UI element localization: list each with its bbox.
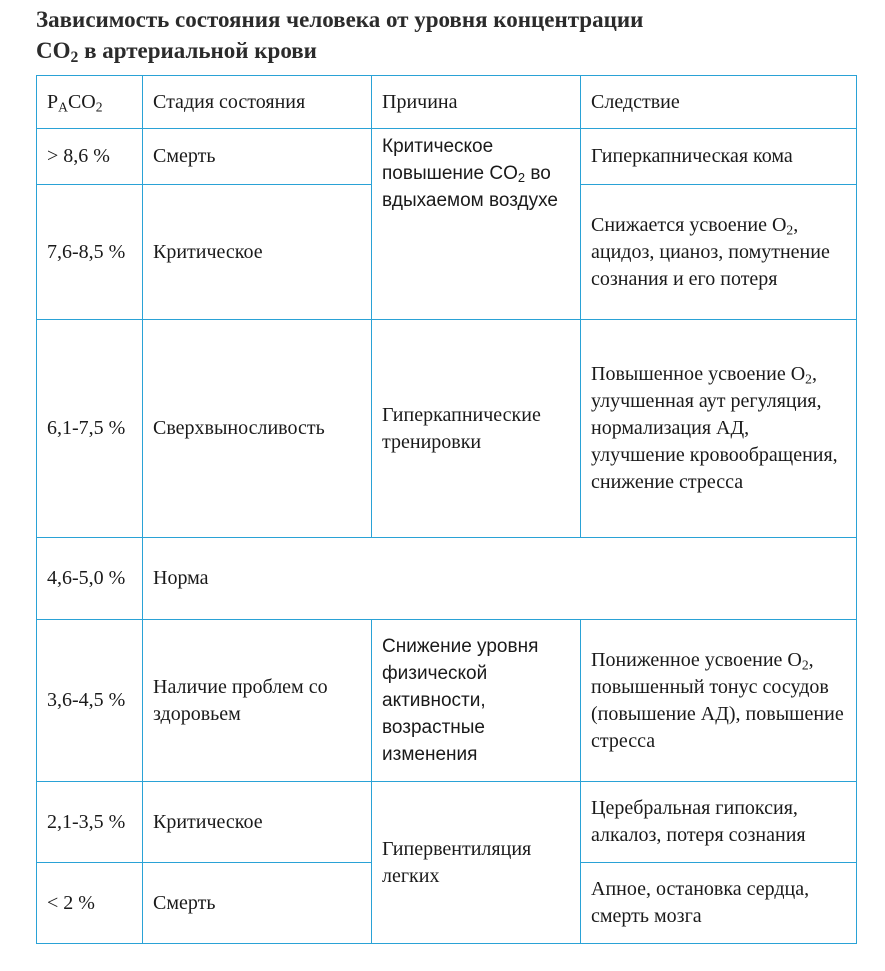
header-stage: Стадия состояния (143, 76, 372, 129)
header-paco2 (37, 76, 143, 129)
header-co: CO (67, 90, 96, 113)
table-row (37, 538, 857, 620)
consequence-subscript: 2 (805, 371, 812, 387)
cell-stage: Критическое (143, 782, 372, 863)
cell-level: 7,6-8,5 % (37, 185, 143, 320)
cell-consequence: Гиперкапническая кома (581, 129, 857, 185)
consequence-text-b: , улучшенная аут регуляция, нормализация АД, улучшение кровообращения, снижение стресса (591, 363, 838, 493)
cell-level: 4,6-5,0 % (37, 538, 143, 620)
cause-high-subscript: 2 (517, 170, 526, 186)
consequence-text-a: Повышенное усвоение O (591, 363, 806, 385)
cell-consequence (581, 185, 857, 320)
cell-stage: Смерть (143, 129, 372, 185)
cell-stage: Критическое (143, 185, 372, 320)
table-row (37, 782, 857, 863)
cell-level: 2,1-3,5 % (37, 782, 143, 863)
co2-table (36, 75, 857, 944)
cell-level: 3,6-4,5 % (37, 620, 143, 782)
cell-cause-merged-low: Гипервентиляция легких (372, 782, 581, 944)
title-co-subscript: 2 (70, 48, 79, 66)
cell-level: < 2 % (37, 863, 143, 944)
cell-level: > 8,6 % (37, 129, 143, 185)
consequence-subscript: 2 (786, 221, 794, 237)
cell-level: 6,1-7,5 % (37, 320, 143, 538)
title-suffix: в артериальной крови (78, 38, 317, 63)
title-line-2 (36, 35, 856, 66)
table-row (37, 320, 857, 538)
header-cause: Причина (372, 76, 581, 129)
cell-stage: Норма (143, 538, 857, 620)
cell-stage: Смерть (143, 863, 372, 944)
consequence-text-b: , повышенный тонус сосудов (повышение АД), повышение стресса (591, 648, 844, 752)
consequence-text-b: , ацидоз, цианоз, помутнение сознания и его потеря (591, 213, 830, 290)
header-p-subscript: A (58, 98, 68, 114)
cause-high-text-b: во вдыхаемом воздухе (382, 163, 558, 211)
page-title (36, 4, 856, 66)
header-consequence: Следствие (581, 76, 857, 129)
cell-cause: Снижение уровня физической активности, возрастные изменения (372, 620, 581, 782)
cell-stage: Сверхвыносливость (143, 320, 372, 538)
header-p: P (47, 90, 59, 113)
table-row (37, 620, 857, 782)
consequence-text-a: Пониженное усвоение O (591, 648, 802, 671)
cell-cause: Гиперкапнические тренировки (372, 320, 581, 538)
cell-cause-merged-high (372, 129, 581, 320)
table-header-row (37, 76, 857, 129)
cell-consequence: Церебральная гипоксия, алкалоз, потеря сознания (581, 782, 857, 863)
table-row (37, 129, 857, 185)
title-co: CO (36, 38, 71, 63)
cell-consequence (581, 620, 857, 782)
consequence-text-a: Снижается усвоение O (591, 213, 787, 236)
cell-consequence (581, 320, 857, 538)
cell-consequence: Апное, остановка сердца, смерть мозга (581, 863, 857, 944)
title-line-1: Зависимость состояния человека от уровня концентрации (36, 7, 644, 32)
header-co-subscript: 2 (95, 98, 103, 114)
cell-stage: Наличие проблем со здоровьем (143, 620, 372, 782)
cause-high-text-a: Критическое повышение CO (382, 136, 518, 184)
consequence-subscript: 2 (801, 656, 809, 672)
